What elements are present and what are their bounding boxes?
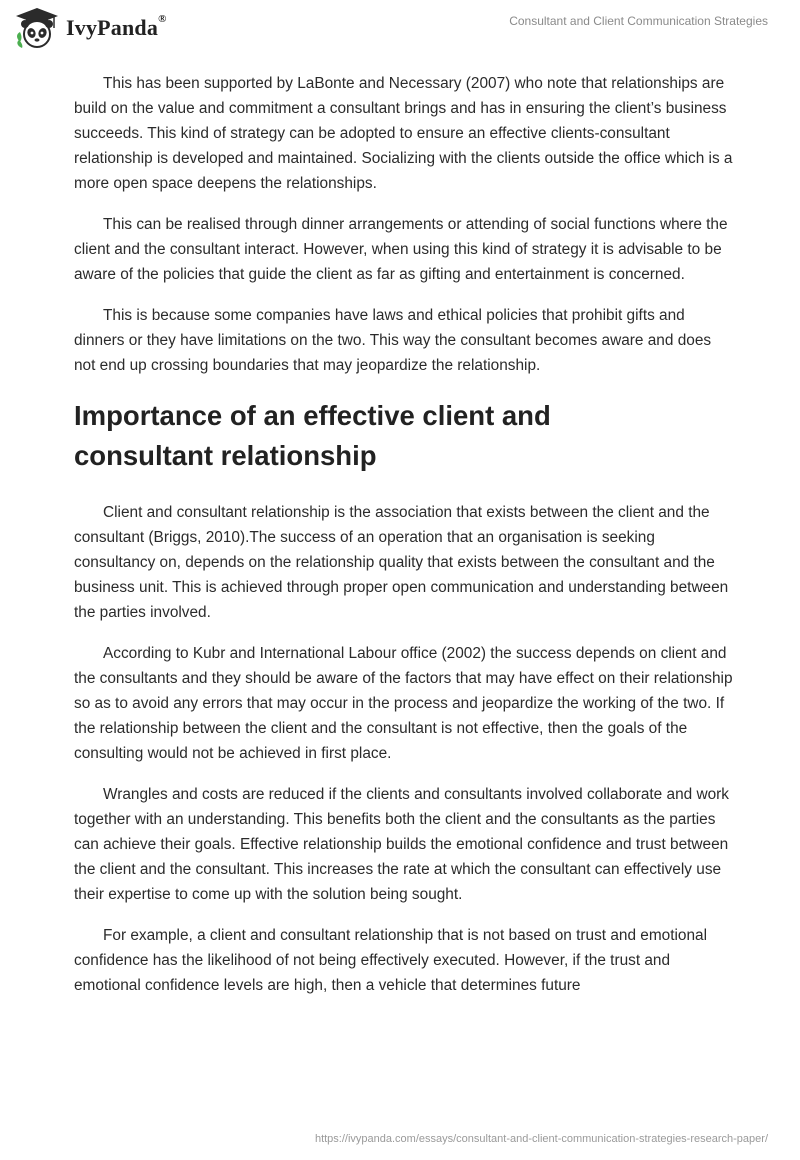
- brand-name: IvyPanda®: [66, 13, 167, 40]
- paragraph: Wrangles and costs are reduced if the clients and consultants involved collaborate and work together with an understanding. This benefits both the client and the consultants as the parties can achieve their goals. Effective relationship builds the emotional confidence and trust between the client and the consultant. This increases the rate at which the consultant can effectively use their expertise to come up with the solution being sought.: [74, 786, 729, 903]
- paragraph: This can be realised through dinner arrangements or attending of social functions where the client and the consultant interact. However, when using this kind of strategy it is advisable to be aware of the policies that guide the client as far as gifting and entertainment is concerned.: [74, 216, 728, 283]
- paragraph: According to Kubr and International Labour office (2002) the success depends on client and the consultants and they should be aware of the factors that may have effect on their relationship so as to avoid any errors that may occur in the process and jeopardize the working of the two. If the relationship between the client and the consultant is not effective, then the goals of the consulting would not be achieved in first place.: [74, 645, 733, 762]
- article-body: [74, 71, 734, 1014]
- registered-mark: ®: [158, 13, 167, 25]
- section-heading: Importance of an effective client and consultant relationship: [74, 400, 551, 471]
- document-title: Consultant and Client Communication Strategies: [509, 14, 768, 28]
- page-header: [0, 0, 800, 60]
- paragraph: Client and consultant relationship is the association that exists between the client and the consultant (Briggs, 2010).The success of an operation that an organisation is seeking consultancy on, depends on the relationship quality that exists between the consultant and the business unit. This is achieved through proper open communication and understanding between the parties involved.: [74, 504, 729, 621]
- panda-graduate-icon: [14, 6, 60, 50]
- ivypanda-logo[interactable]: [14, 6, 167, 50]
- paragraph: This has been supported by LaBonte and Necessary (2007) who note that relationships are build on the value and commitment a consultant brings and has in ensuring the client’s business succeeds. This kind of strategy can be adopted to ensure an effective clients-consultant relationship is developed and maintained. Socializing with the clients outside the office which is a more open space deepens the relationships.: [74, 75, 733, 192]
- paragraph: This is because some companies have laws and ethical policies that prohibit gifts and dinners or they have limitations on the two. This way the consultant becomes aware and does not end up crossing boundaries that may jeopardize the relationship.: [74, 307, 712, 374]
- paragraph: For example, a client and consultant relationship that is not based on trust and emotional confidence has the likelihood of not being effectively executed. However, if the trust and emotional confidence levels are high, then a vehicle that determines future: [74, 927, 708, 994]
- source-url[interactable]: https://ivypanda.com/essays/consultant-and-client-communication-strategies-research-paper/: [314, 1133, 768, 1145]
